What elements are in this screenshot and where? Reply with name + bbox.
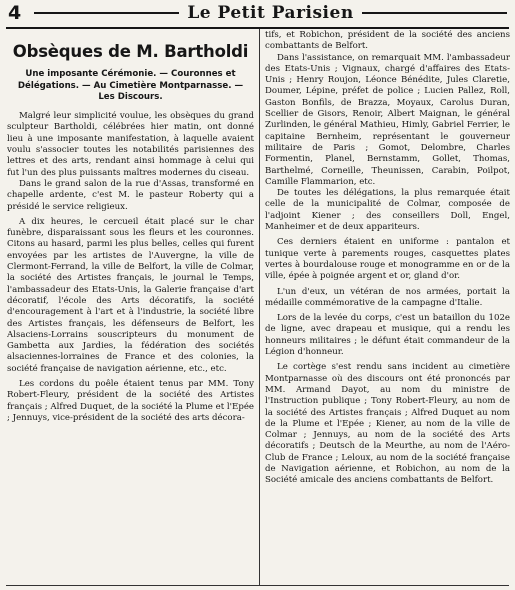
paragraph: L'un d'eux, un vétéran de nos armées, portait la médaille commémorative de la campagne d'Italie. [265, 286, 510, 308]
masthead-underline [6, 27, 509, 29]
masthead-rule-left [34, 12, 179, 14]
newspaper-name: Le Petit Parisien [187, 3, 354, 23]
right-column [265, 30, 510, 582]
paragraph: Malgré leur simplicité voulue, les obsèques du grand sculpteur Bartholdi, célébrées hier matin, ont donné lieu à une imposante manifestation, à laquelle avaient voulu s'associer toutes les notabilités parisiennes des lettres et des arts, rendant ainsi hommage à celui qui fut l'un des plus puissants maîtres modernes du ciseau. [7, 111, 254, 178]
column-divider [259, 29, 260, 585]
paragraph: Le cortège s'est rendu sans incident au cimetière Montparnasse où des discours ont été prononcés par MM. Armand Dayot, au nom du ministre de l'Instruction publique ; Tony Robert-Fleury, au nom de la société des Artistes français ; Alfred Duquet au nom de la Plume et l'Epée ; Kiener, au nom de la ville de Colmar ; Jennuys, au nom de la société des Arts décoratifs ; Deutsch de la Meurthe, au nom de l'Aéro-Club de France ; Leloux, au nom de la société française de Navigation aérienne, et Robichon, au nom de la Société amicale des anciens combattants de Belfort. [265, 362, 510, 486]
paragraph: Les cordons du poêle étaient tenus par MM. Tony Robert-Fleury, président de la société des Artistes français ; Alfred Duquet, de la société la Plume et l'Epée ; Jennuys, vice-président de la société des arts décora- [7, 379, 254, 423]
paragraph-continuation: tifs, et Robichon, président de la société des anciens combattants de Belfort. [265, 30, 510, 52]
paragraph: Dans l'assistance, on remarquait MM. l'ambassadeur des Etats-Unis ; Vignaux, chargé d'affaires des Etats-Unis ; Henry Roujon, Léonce Bénédite, Jules Claretie, Doumer, Lépine, préfet de police ; Lucien Pallez, Roll, Gaston Bonfils, de Brazza, Moyaux, Carolus Duran, Scellier de Gisors, Renoir, Albert Maignan, le général Zurlinden, le général Mathieu, Himly, Gabriel Ferrier, le capitaine Bernheim, représentant le gouverneur militaire de Paris ; Gomot, Delombre, Charles Formentin, Planel, Bernstamm, Gollet, Thomas, Barthelmé, Corneille, Theunissen, Carabin, Poilpot, Camille Flammarion, etc. [265, 52, 510, 187]
paragraph: Dans le grand salon de la rue d'Assas, transformé en chapelle ardente, c'est M. le pasteur Roberty qui a présidé le service religieux. [7, 178, 254, 212]
left-column [7, 32, 254, 584]
paragraph: A dix heures, le cercueil était placé sur le char funèbre, disparaissant sous les fleurs et les couronnes. Citons au hasard, parmi les plus belles, celles qui furent envoyées par les artistes de l'Auvergne, la ville de Clermont-Ferrand, la ville de Belfort, la ville de Colmar, la société des Artistes français, le journal le Temps, l'ambassadeur des Etats-Unis, la Galerie française d'art décoratif, l'école des Arts décoratifs, la société d'encouragement à l'art et à l'industrie, la société libre des Artistes français, les défenseurs de Belfort, les Alsaciens-Lorrains souscripteurs du monument de Gambetta aux Jardies, la fédération des sociétés alsaciennes-lorraines de France et des colonies, la société française de navigation aérienne, etc., etc. [7, 216, 254, 374]
page-number: 4 [8, 2, 22, 24]
paragraph: De toutes les délégations, la plus remarquée était celle de la municipalité de Colmar, composée de l'adjoint Kiener ; des conseillers Doll, Engel, Manheimer et de deux appariteurs. [265, 188, 510, 233]
article-deck: Une imposante Cérémonie. — Couronnes et Délégations. — Au Cimetière Montparnasse. — Les Discours. [17, 69, 244, 102]
masthead [4, 2, 511, 24]
paragraph: Lors de la levée du corps, c'est un bataillon du 102e de ligne, avec drapeau et musique, qui a rendu les honneurs militaires ; le défunt était commandeur de la Légion d'honneur. [265, 313, 510, 358]
paragraph: Ces derniers étaient en uniforme : pantalon et tunique verte à parements rouges, casquettes plates vertes à bourdalouse rouge et monogramme en or de la ville, épée à poignée argent et or, gland d'or. [265, 237, 510, 282]
article-title: Obsèques de M. Bartholdi [12, 42, 249, 61]
masthead-rule-right [362, 12, 507, 14]
bottom-rule [6, 585, 509, 586]
